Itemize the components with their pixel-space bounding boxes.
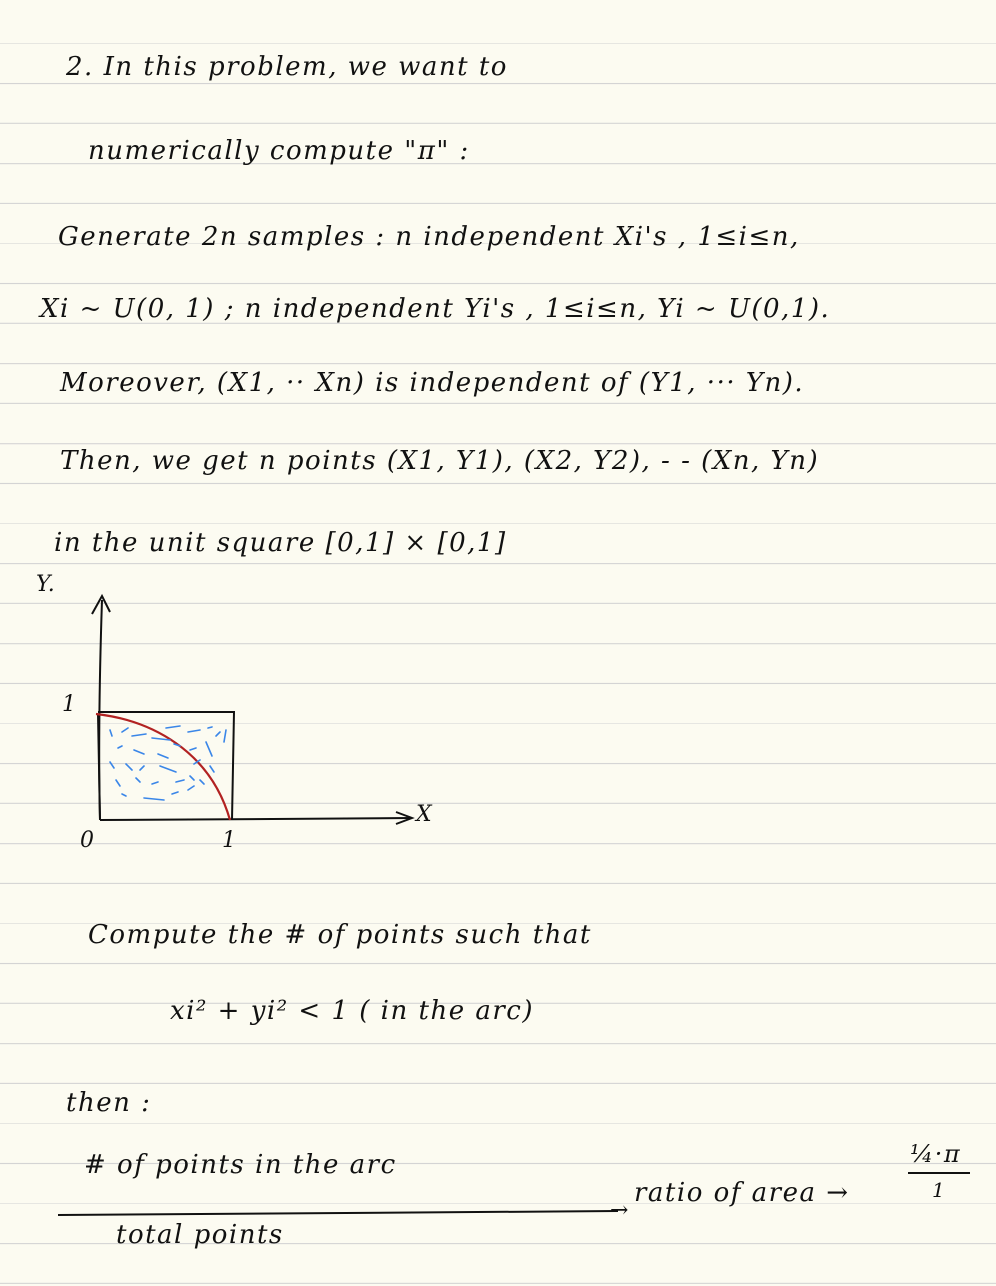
origin-label: 0 [80,828,94,853]
ratio-value-denominator: 1 [932,1178,947,1202]
conclusion-line-3: then : [66,1088,152,1118]
problem-line-5: Moreover, (X1, ·· Xn) is independent of (Y1, ··· Yn). [60,368,805,398]
fraction-numerator: # of points in the arc [84,1150,397,1180]
ratio-of-area-text: ratio of area → [634,1178,850,1208]
x-axis [100,818,412,820]
fraction-denominator: total points [116,1220,284,1250]
problem-line-1: 2. In this problem, we want to [66,52,508,82]
unit-square-figure [40,580,460,840]
y-axis-label: Y. [36,572,55,597]
problem-line-7: in the unit square [0,1] × [0,1] [54,528,507,558]
conclusion-line-2: xi² + yi² < 1 ( in the arc) [170,996,534,1026]
problem-line-6: Then, we get n points (X1, Y1), (X2, Y2), - - (Xn, Yn) [60,446,820,476]
problem-line-4: Xi ~ U(0, 1) ; n independent Yi's , 1≤i≤n, Yi ~ U(0,1). [40,294,831,324]
tick-x1-label: 1 [222,828,236,853]
problem-line-2: numerically compute "π" : [88,136,470,166]
ratio-fraction-bar [908,1172,970,1174]
arrow-glyph: → [610,1198,630,1223]
ratio-value-numerator: ¼·π [910,1140,962,1168]
conclusion-line-1: Compute the # of points such that [88,920,592,950]
x-axis-label: X [416,802,432,827]
tick-y1-label: 1 [62,692,76,717]
problem-line-3: Generate 2n samples : n independent Xi's , 1≤i≤n, [58,222,800,252]
